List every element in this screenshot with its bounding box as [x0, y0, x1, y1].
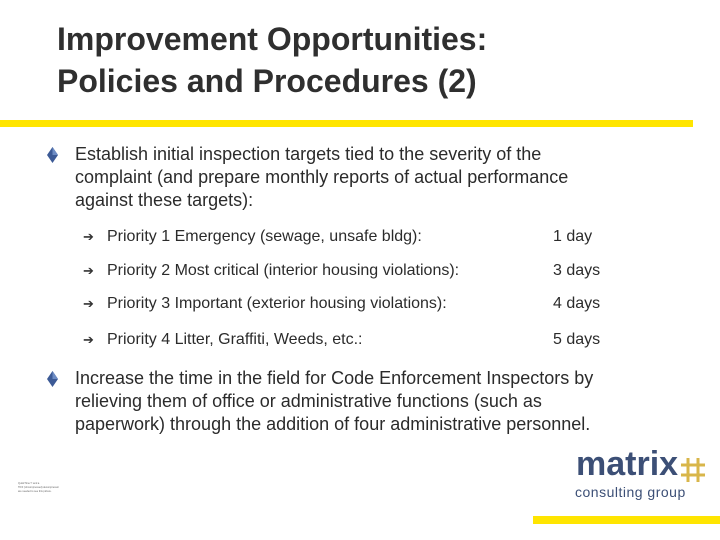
bullet-text-line: Establish initial inspection targets tied to the severity of the — [75, 144, 542, 164]
hash-grid-icon — [680, 457, 706, 483]
priority-item — [83, 328, 643, 352]
missing-picture-placeholder — [18, 482, 80, 494]
priority-duration: 4 days — [553, 295, 601, 312]
diamond-bullet-icon — [46, 371, 59, 387]
right-arrow-icon: ➔ — [83, 263, 94, 278]
bullet-text-line: paperwork) through the addition of four administrative personnel. — [75, 414, 591, 434]
logo-tagline: consulting group — [575, 484, 686, 500]
bullet-text-line: against these targets): — [75, 190, 254, 210]
bullet-text-line: Increase the time in the field for Code Enforcement Inspectors by — [75, 368, 594, 388]
priority-text: Priority 3 Important (exterior housing violations): — [107, 295, 447, 312]
priority-duration: 5 days — [553, 331, 601, 348]
priority-item — [83, 225, 643, 249]
priority-text: Priority 2 Most critical (interior housing violations): — [107, 262, 460, 279]
matrix-logo — [574, 445, 714, 503]
right-arrow-icon: ➔ — [83, 296, 94, 311]
priority-item — [83, 292, 643, 316]
logo-wordmark: matrix — [576, 445, 679, 483]
priority-text: Priority 4 Litter, Graffiti, Weeds, etc.: — [107, 331, 363, 348]
slide-title — [57, 18, 677, 102]
placeholder-text-line: QuickTime™ and a — [18, 482, 40, 485]
footer-accent-bar — [533, 516, 720, 524]
right-arrow-icon: ➔ — [83, 229, 94, 244]
priority-duration: 3 days — [553, 262, 601, 279]
placeholder-text-line: are needed to see this picture. — [18, 490, 52, 493]
bullet-text-line: relieving them of office or administrative functions (such as — [75, 391, 542, 411]
bullet-item — [75, 143, 675, 212]
priority-text: Priority 1 Emergency (sewage, unsafe bldg): — [107, 228, 422, 245]
priority-item — [83, 259, 643, 283]
bullet-text-line: complaint (and prepare monthly reports of actual performance — [75, 167, 569, 187]
title-underline — [0, 120, 693, 127]
priority-duration: 1 day — [553, 228, 593, 245]
title-line-2: Policies and Procedures (2) — [57, 63, 477, 99]
right-arrow-icon: ➔ — [83, 332, 94, 347]
bullet-item — [75, 367, 675, 436]
title-line-1: Improvement Opportunities: — [57, 21, 488, 57]
diamond-bullet-icon — [46, 147, 59, 163]
placeholder-text-line: TIFF (Uncompressed) decompressor — [18, 486, 59, 489]
